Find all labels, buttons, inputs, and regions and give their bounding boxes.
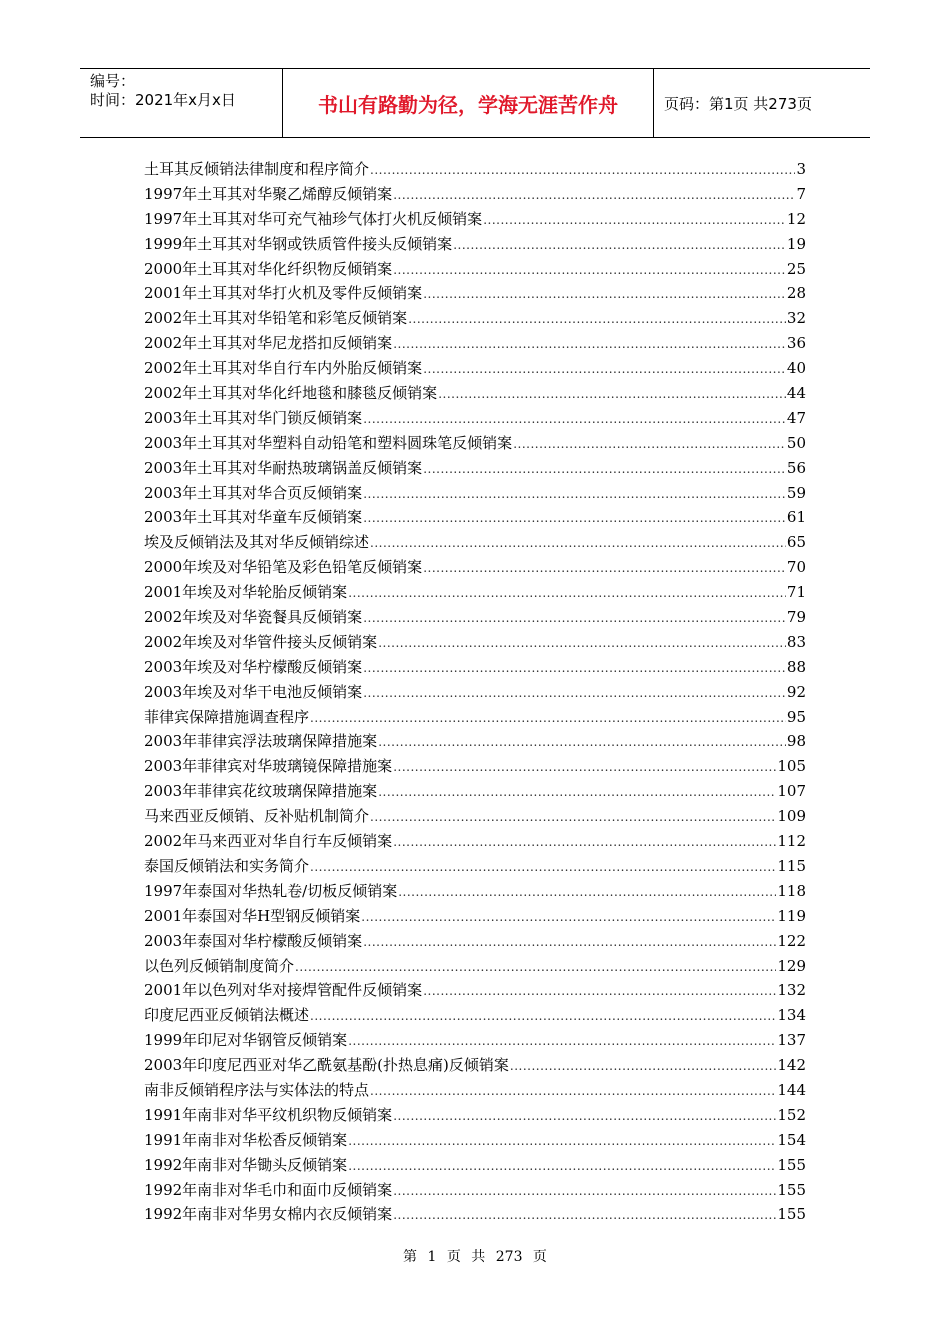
toc-dot-leader [370, 1084, 776, 1098]
toc-entry-title: 2001年土耳其对华打火机及零件反倾销案 [144, 284, 423, 303]
toc-entry-title: 1992年南非对华锄头反倾销案 [144, 1155, 348, 1174]
toc-entry-page: 19 [786, 234, 806, 253]
toc-entry-title: 2002年埃及对华管件接头反倾销案 [144, 632, 378, 651]
toc-entry-title: 2002年土耳其对华尼龙搭扣反倾销案 [144, 334, 393, 353]
toc-entry[interactable] [144, 681, 806, 706]
toc-entry[interactable] [144, 183, 806, 208]
toc-entry[interactable] [144, 307, 806, 332]
page-footer: 第 1 页 共 273 页 [403, 1249, 547, 1265]
toc-entry-page: 36 [786, 334, 806, 353]
toc-entry[interactable] [144, 1129, 806, 1154]
toc-entry[interactable] [144, 1079, 806, 1104]
toc-entry[interactable] [144, 382, 806, 407]
toc-entry-page: 71 [786, 583, 806, 602]
toc-dot-leader [483, 213, 786, 227]
toc-entry-page: 112 [777, 832, 806, 851]
toc-dot-leader [310, 860, 776, 874]
toc-entry-page: 83 [786, 632, 806, 651]
toc-dot-leader [363, 661, 786, 675]
toc-entry-page: 152 [777, 1105, 806, 1124]
toc-dot-leader [513, 437, 786, 451]
toc-entry-title: 1991年南非对华平纹机织物反倾销案 [144, 1105, 393, 1124]
toc-dot-leader [423, 984, 776, 998]
toc-entry[interactable] [144, 880, 806, 905]
toc-entry-page: 56 [786, 458, 806, 477]
toc-entry-page: 129 [777, 956, 806, 975]
toc-entry-page: 132 [777, 981, 806, 1000]
toc-entry-title: 2003年印度尼西亚对华乙酰氨基酚(扑热息痛)反倾销案 [144, 1056, 509, 1075]
toc-entry[interactable] [144, 1203, 806, 1228]
toc-entry-title: 2000年土耳其对华化纤织物反倾销案 [144, 259, 393, 278]
toc-entry[interactable] [144, 208, 806, 233]
toc-entry-title: 马来西亚反倾销、反补贴机制简介 [144, 807, 370, 826]
toc-entry[interactable] [144, 1154, 806, 1179]
toc-entry-page: 105 [777, 757, 806, 776]
toc-entry[interactable] [144, 332, 806, 357]
toc-entry-page: 44 [786, 384, 806, 403]
toc-entry[interactable] [144, 606, 806, 631]
toc-entry-title: 2003年菲律宾花纹玻璃保障措施案 [144, 782, 378, 801]
toc-entry-page: 118 [777, 881, 806, 900]
toc-dot-leader [408, 312, 786, 326]
toc-entry-title: 2002年埃及对华瓷餐具反倾销案 [144, 608, 363, 627]
toc-entry-page: 32 [786, 309, 806, 328]
toc-entry-page: 61 [786, 508, 806, 527]
toc-entry-page: 7 [796, 184, 806, 203]
toc-entry-title: 2002年马来西亚对华自行车反倾销案 [144, 832, 393, 851]
toc-entry-page: 109 [777, 807, 806, 826]
toc-dot-leader [363, 611, 786, 625]
document-time-label: 时间：2021年x月x日 [90, 91, 236, 109]
toc-entry-title: 2001年埃及对华轮胎反倾销案 [144, 583, 348, 602]
toc-dot-leader [438, 387, 786, 401]
toc-entry-title: 1999年土耳其对华钢或铁质管件接头反倾销案 [144, 234, 453, 253]
toc-dot-leader [363, 935, 776, 949]
toc-entry[interactable] [144, 656, 806, 681]
toc-dot-leader [398, 885, 776, 899]
toc-entry-title: 2003年菲律宾对华玻璃镜保障措施案 [144, 757, 393, 776]
toc-entry[interactable] [144, 482, 806, 507]
toc-entry-page: 28 [786, 284, 806, 303]
toc-entry[interactable] [144, 233, 806, 258]
toc-entry[interactable] [144, 955, 806, 980]
toc-entry-page: 119 [777, 906, 806, 925]
toc-entry[interactable] [144, 905, 806, 930]
toc-dot-leader [370, 810, 776, 824]
toc-entry-title: 埃及反倾销法及其对华反倾销综述 [144, 533, 370, 552]
toc-entry-page: 155 [777, 1180, 806, 1199]
toc-entry-title: 1997年泰国对华热轧卷/切板反倾销案 [144, 881, 398, 900]
toc-entry-title: 2003年土耳其对华童车反倾销案 [144, 508, 363, 527]
toc-entry[interactable] [144, 407, 806, 432]
toc-entry[interactable] [144, 158, 806, 183]
toc-dot-leader [348, 586, 786, 600]
toc-entry-page: 3 [796, 160, 806, 178]
toc-entry[interactable] [144, 581, 806, 606]
toc-entry-page: 155 [777, 1205, 806, 1224]
toc-entry[interactable] [144, 1179, 806, 1204]
toc-dot-leader [370, 163, 795, 177]
toc-entry-page: 115 [777, 856, 806, 875]
toc-dot-leader [295, 960, 776, 974]
toc-dot-leader [423, 362, 786, 376]
toc-entry[interactable] [144, 930, 806, 955]
toc-entry-title: 2003年泰国对华柠檬酸反倾销案 [144, 931, 363, 950]
toc-entry-title: 印度尼西亚反倾销法概述 [144, 1006, 310, 1025]
toc-dot-leader [310, 1009, 776, 1023]
toc-dot-leader [423, 287, 786, 301]
toc-entry-page: 134 [777, 1006, 806, 1025]
toc-dot-leader [310, 711, 786, 725]
toc-entry[interactable] [144, 531, 806, 556]
toc-entry[interactable] [144, 457, 806, 482]
page-header [80, 68, 870, 138]
toc-entry-page: 65 [786, 533, 806, 552]
toc-entry-page: 70 [786, 558, 806, 577]
toc-entry[interactable] [144, 556, 806, 581]
document-number-label: 编号： [90, 72, 136, 90]
toc-entry[interactable] [144, 631, 806, 656]
toc-dot-leader [393, 1184, 776, 1198]
toc-entry-page: 92 [786, 682, 806, 701]
toc-entry-title: 2001年泰国对华H型钢反倾销案 [144, 906, 361, 925]
toc-entry[interactable] [144, 432, 806, 457]
toc-dot-leader [453, 238, 786, 252]
toc-dot-leader [423, 561, 786, 575]
toc-dot-leader [393, 835, 776, 849]
toc-entry-title: 1991年南非对华松香反倾销案 [144, 1130, 348, 1149]
toc-entry-page: 95 [786, 707, 806, 726]
header-motto: 书山有路勤为径，学海无涯苦作舟 [282, 69, 654, 137]
toc-entry-title: 1999年印尼对华钢管反倾销案 [144, 1031, 348, 1050]
toc-entry-page: 107 [777, 782, 806, 801]
toc-entry-title: 2003年土耳其对华合页反倾销案 [144, 483, 363, 502]
toc-entry[interactable] [144, 506, 806, 531]
toc-entry[interactable] [144, 1054, 806, 1079]
toc-entry-title: 泰国反倾销法和实务简介 [144, 856, 310, 875]
toc-entry-page: 40 [786, 359, 806, 378]
toc-entry-title: 2002年土耳其对华铅笔和彩笔反倾销案 [144, 309, 408, 328]
toc-entry-title: 2003年菲律宾浮法玻璃保障措施案 [144, 732, 378, 751]
toc-entry[interactable] [144, 979, 806, 1004]
toc-entry-title: 南非反倾销程序法与实体法的特点 [144, 1080, 370, 1099]
toc-entry[interactable] [144, 258, 806, 283]
toc-entry-page: 98 [786, 732, 806, 751]
toc-entry[interactable] [144, 855, 806, 880]
toc-entry-title: 2003年土耳其对华耐热玻璃锅盖反倾销案 [144, 458, 423, 477]
toc-entry-page: 137 [777, 1031, 806, 1050]
toc-entry-title: 2002年土耳其对华自行车内外胎反倾销案 [144, 359, 423, 378]
toc-entry[interactable] [144, 830, 806, 855]
toc-entry-title: 2003年埃及对华干电池反倾销案 [144, 682, 363, 701]
toc-entry[interactable] [144, 730, 806, 755]
toc-entry-page: 122 [777, 931, 806, 950]
toc-dot-leader [378, 735, 786, 749]
toc-entry-page: 155 [777, 1155, 806, 1174]
toc-entry-page: 25 [786, 259, 806, 278]
toc-dot-leader [393, 1109, 776, 1123]
toc-dot-leader [363, 511, 786, 525]
toc-entry-title: 1992年南非对华毛巾和面巾反倾销案 [144, 1180, 393, 1199]
toc-entry[interactable] [144, 805, 806, 830]
toc-entry-page: 47 [786, 408, 806, 427]
toc-entry-page: 142 [777, 1056, 806, 1075]
toc-entry[interactable] [144, 755, 806, 780]
toc-entry-title: 土耳其反倾销法律制度和程序简介 [144, 160, 370, 178]
toc-entry[interactable] [144, 282, 806, 307]
toc-entry-title: 2001年以色列对华对接焊管配件反倾销案 [144, 981, 423, 1000]
toc-entry-page: 12 [786, 209, 806, 228]
toc-entry-title: 2003年埃及对华柠檬酸反倾销案 [144, 657, 363, 676]
toc-dot-leader [378, 785, 776, 799]
toc-dot-leader [348, 1159, 776, 1173]
toc-dot-leader [393, 1208, 776, 1222]
toc-entry-page: 154 [777, 1130, 806, 1149]
toc-dot-leader [378, 636, 786, 650]
toc-entry-title: 1997年土耳其对华聚乙烯醇反倾销案 [144, 184, 393, 203]
table-of-contents [144, 158, 806, 1228]
toc-entry-page: 59 [786, 483, 806, 502]
toc-entry-title: 2002年土耳其对华化纤地毯和膝毯反倾销案 [144, 384, 438, 403]
toc-entry-page: 50 [786, 433, 806, 452]
header-page-info: 页码：第1页 共273页 [664, 94, 812, 113]
toc-entry-page: 79 [786, 608, 806, 627]
toc-dot-leader [370, 536, 786, 550]
toc-entry-page: 88 [786, 657, 806, 676]
toc-dot-leader [393, 188, 795, 202]
toc-entry-title: 2000年埃及对华铅笔及彩色铅笔反倾销案 [144, 558, 423, 577]
toc-dot-leader [393, 337, 786, 351]
header-meta [80, 69, 282, 137]
toc-entry[interactable] [144, 1104, 806, 1129]
toc-entry-title: 菲律宾保障措施调查程序 [144, 707, 310, 726]
toc-entry[interactable] [144, 1029, 806, 1054]
toc-entry-page: 144 [777, 1080, 806, 1099]
toc-entry-title: 2003年土耳其对华门锁反倾销案 [144, 408, 363, 427]
toc-dot-leader [363, 487, 786, 501]
toc-dot-leader [361, 910, 776, 924]
toc-entry[interactable] [144, 706, 806, 731]
toc-dot-leader [510, 1059, 776, 1073]
toc-dot-leader [348, 1034, 776, 1048]
toc-dot-leader [393, 760, 776, 774]
toc-entry-title: 1992年南非对华男女棉内衣反倾销案 [144, 1205, 393, 1224]
toc-dot-leader [363, 412, 786, 426]
toc-entry[interactable] [144, 1004, 806, 1029]
toc-dot-leader [348, 1134, 776, 1148]
toc-entry-title: 2003年土耳其对华塑料自动铅笔和塑料圆珠笔反倾销案 [144, 433, 513, 452]
toc-entry[interactable] [144, 780, 806, 805]
toc-entry[interactable] [144, 357, 806, 382]
toc-entry-title: 1997年土耳其对华可充气袖珍气体打火机反倾销案 [144, 209, 483, 228]
toc-dot-leader [393, 263, 786, 277]
toc-dot-leader [363, 686, 786, 700]
toc-dot-leader [423, 462, 786, 476]
toc-entry-title: 以色列反倾销制度简介 [144, 956, 295, 975]
